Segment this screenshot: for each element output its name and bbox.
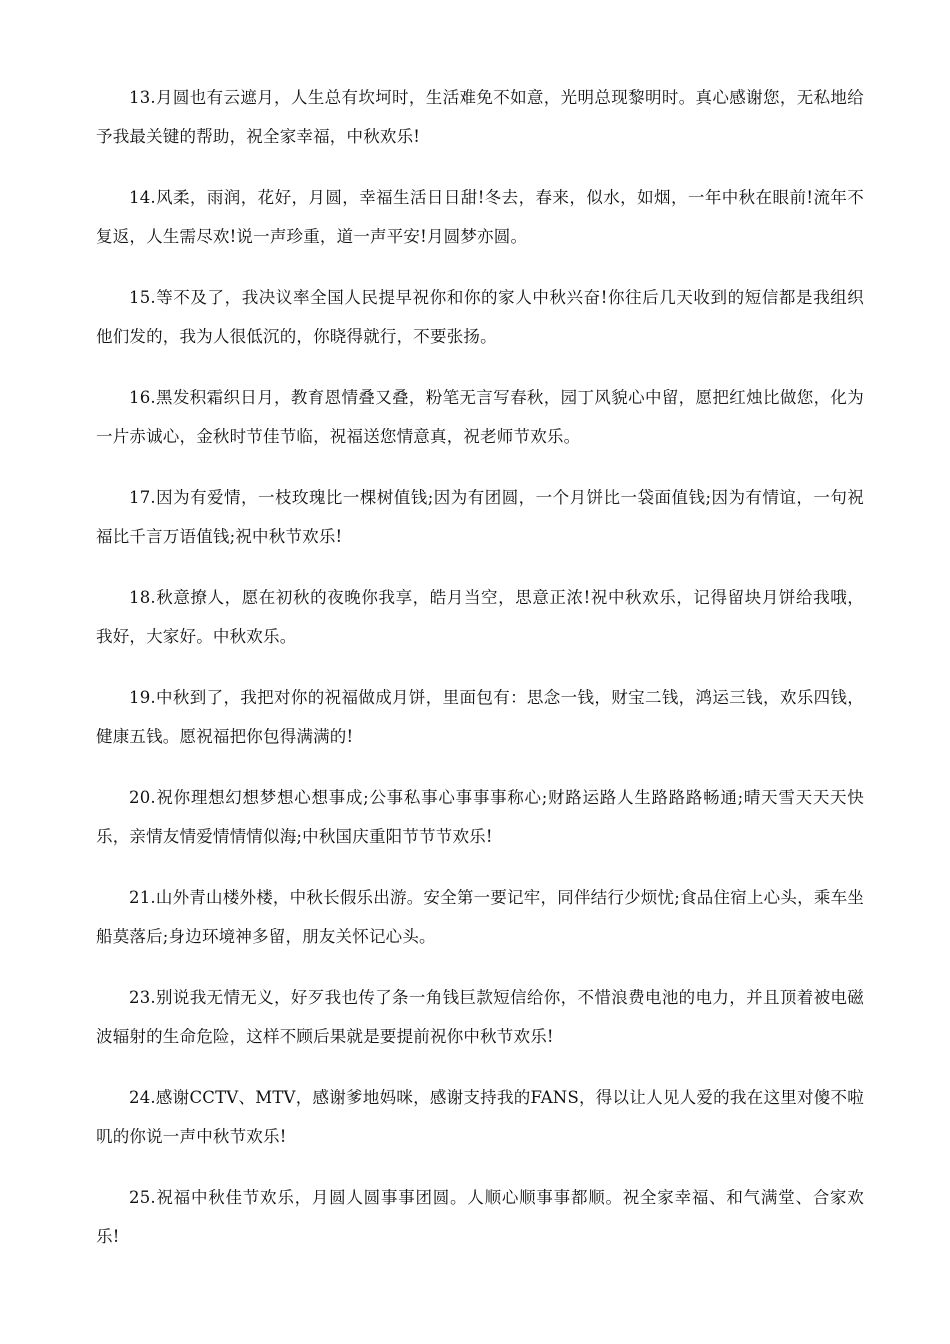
paragraph-13: 13.月圆也有云遮月，人生总有坎坷时，生活难免不如意，光明总现黎明时。真心感谢您，无私地给予我最关键的帮助，祝全家幸福，中秋欢乐! [96,88,864,146]
paragraph-21: 21.山外青山楼外楼，中秋长假乐出游。安全第一要记牢，同伴结行少烦忧;食品住宿上心头，乘车坐船莫落后;身边环境神多留，朋友关怀记心头。 [96,888,864,946]
paragraph-17: 17.因为有爱情，一枝玫瑰比一棵树值钱;因为有团圆，一个月饼比一袋面值钱;因为有情谊，一句祝福比千言万语值钱;祝中秋节欢乐! [96,488,864,546]
paragraph-14: 14.风柔，雨润，花好，月圆，幸福生活日日甜!冬去，春来，似水，如烟，一年中秋在眼前!流年不复返，人生需尽欢!说一声珍重，道一声平安!月圆梦亦圆。 [96,188,864,246]
paragraph-20: 20.祝你理想幻想梦想心想事成;公事私事心事事事称心;财路运路人生路路路畅通;晴天雪天天天快乐，亲情友情爱情情情似海;中秋国庆重阳节节节欢乐! [96,788,864,846]
paragraph-15: 15.等不及了，我决议率全国人民提早祝你和你的家人中秋兴奋!你往后几天收到的短信都是我组织他们发的，我为人很低沉的，你晓得就行，不要张扬。 [96,288,864,346]
paragraph-24: 24.感谢CCTV、MTV，感谢爹地妈咪，感谢支持我的FANS，得以让人见人爱的我在这里对傻不啦叽的你说一声中秋节欢乐! [96,1088,864,1146]
paragraph-23: 23.别说我无情无义，好歹我也传了条一角钱巨款短信给你，不惜浪费电池的电力，并且顶着被电磁波辐射的生命危险，这样不顾后果就是要提前祝你中秋节欢乐! [96,988,864,1046]
paragraph-19: 19.中秋到了，我把对你的祝福做成月饼，里面包有：思念一钱，财宝二钱，鸿运三钱，欢乐四钱，健康五钱。愿祝福把你包得满满的! [96,688,864,746]
paragraph-16: 16.黑发积霜织日月，教育恩情叠又叠，粉笔无言写春秋，园丁风貌心中留，愿把红烛比做您，化为一片赤诚心，金秋时节佳节临，祝福送您情意真，祝老师节欢乐。 [96,388,864,446]
paragraph-25: 25.祝福中秋佳节欢乐，月圆人圆事事团圆。人顺心顺事事都顺。祝全家幸福、和气满堂、合家欢乐! [96,1188,864,1246]
paragraph-18: 18.秋意撩人，愿在初秋的夜晚你我享，皓月当空，思意正浓!祝中秋欢乐，记得留块月饼给我哦，我好，大家好。中秋欢乐。 [96,588,864,646]
